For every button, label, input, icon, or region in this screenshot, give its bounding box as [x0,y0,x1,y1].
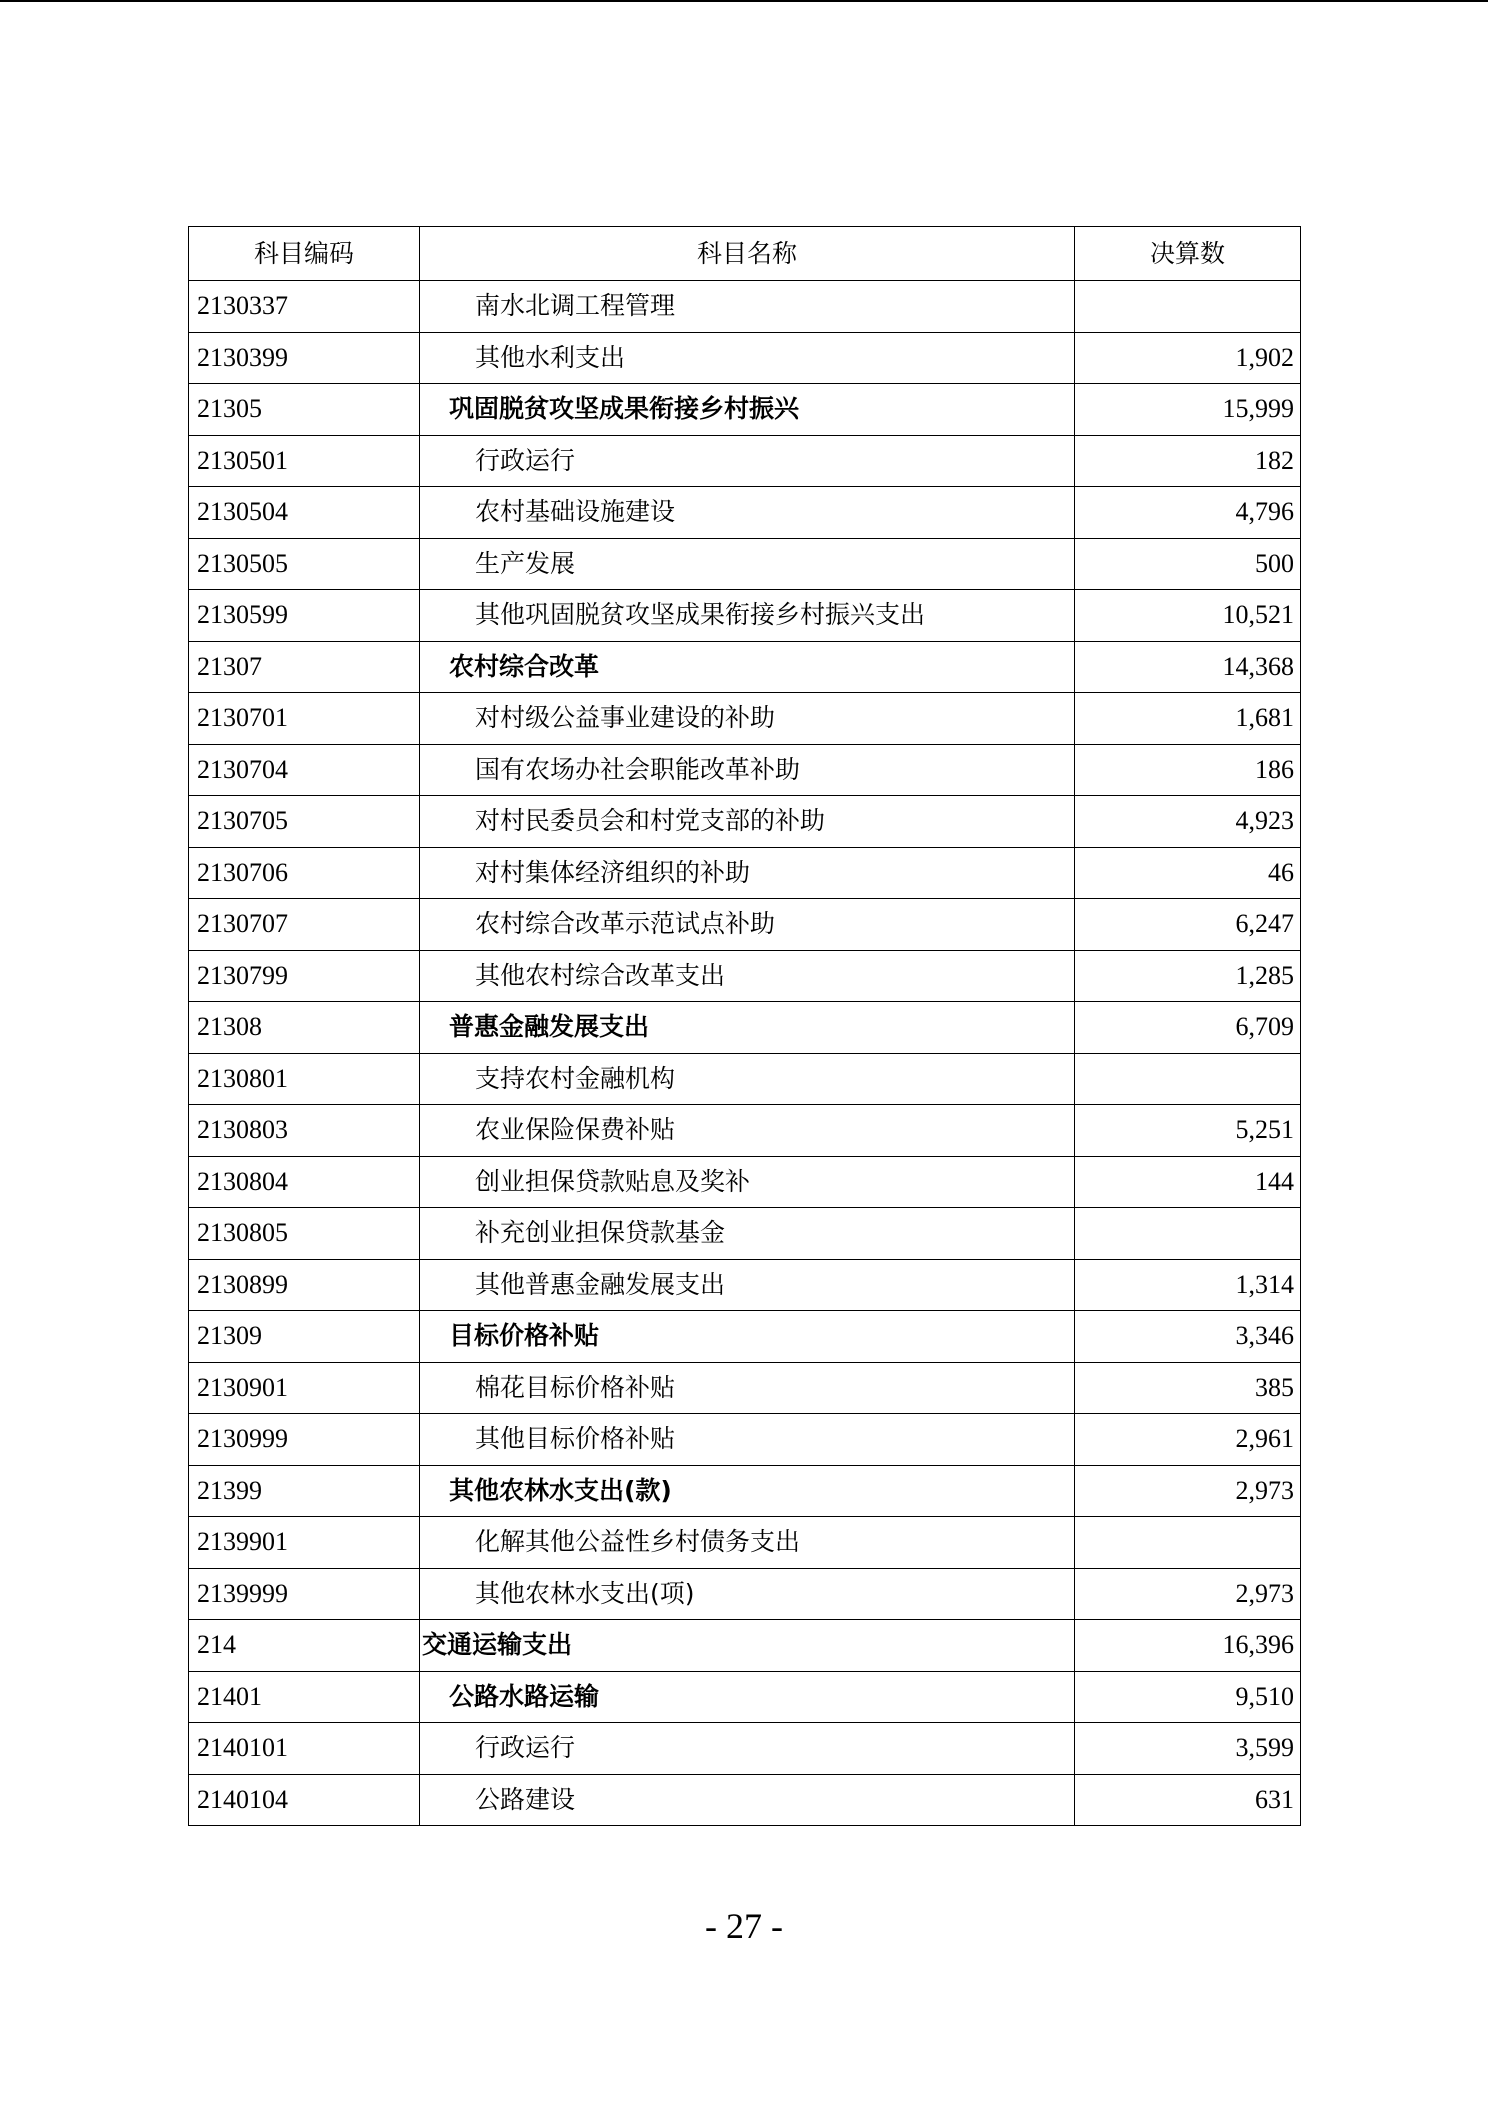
row-name: 对村集体经济组织的补助 [420,847,1075,899]
row-code: 2130337 [189,281,420,333]
table-row [189,744,1301,796]
table-row [189,435,1301,487]
row-amount: 14,368 [1075,641,1301,693]
table-row [189,1568,1301,1620]
row-amount: 6,709 [1075,1002,1301,1054]
row-name: 创业担保贷款贴息及奖补 [420,1156,1075,1208]
table-row [189,693,1301,745]
table-row [189,384,1301,436]
row-name: 棉花目标价格补贴 [420,1362,1075,1414]
table-row [189,1105,1301,1157]
row-code: 2130707 [189,899,420,951]
row-amount [1075,1517,1301,1569]
table-row [189,487,1301,539]
row-amount: 2,973 [1075,1568,1301,1620]
row-amount: 5,251 [1075,1105,1301,1157]
table-row [189,796,1301,848]
row-name: 其他农林水支出(项) [420,1568,1075,1620]
row-amount: 1,314 [1075,1259,1301,1311]
row-code: 214 [189,1620,420,1672]
row-amount: 3,346 [1075,1311,1301,1363]
table-row [189,1053,1301,1105]
row-name: 行政运行 [420,435,1075,487]
row-name: 农业保险保费补贴 [420,1105,1075,1157]
row-name: 化解其他公益性乡村债务支出 [420,1517,1075,1569]
row-name: 公路水路运输 [420,1671,1075,1723]
row-code: 21309 [189,1311,420,1363]
row-amount: 6,247 [1075,899,1301,951]
table-row [189,332,1301,384]
header-row [189,227,1301,281]
table-row [189,590,1301,642]
row-name: 对村级公益事业建设的补助 [420,693,1075,745]
row-name: 农村综合改革示范试点补助 [420,899,1075,951]
row-code: 2130999 [189,1414,420,1466]
row-code: 21305 [189,384,420,436]
header-code: 科目编码 [189,227,420,281]
table-row [189,1671,1301,1723]
table-row [189,847,1301,899]
row-name: 其他农林水支出(款) [420,1465,1075,1517]
row-name: 其他巩固脱贫攻坚成果衔接乡村振兴支出 [420,590,1075,642]
header-amount: 决算数 [1075,227,1301,281]
row-code: 2130799 [189,950,420,1002]
row-name: 其他目标价格补贴 [420,1414,1075,1466]
row-code: 2130805 [189,1208,420,1260]
table-row [189,1156,1301,1208]
row-name: 南水北调工程管理 [420,281,1075,333]
row-code: 2130706 [189,847,420,899]
row-amount: 500 [1075,538,1301,590]
row-name: 农村综合改革 [420,641,1075,693]
row-amount: 46 [1075,847,1301,899]
row-code: 2130399 [189,332,420,384]
row-amount: 385 [1075,1362,1301,1414]
row-amount: 16,396 [1075,1620,1301,1672]
page-top-border [0,0,1488,2]
row-code: 2130901 [189,1362,420,1414]
row-code: 2130501 [189,435,420,487]
table-row [189,950,1301,1002]
row-amount [1075,281,1301,333]
row-code: 2130899 [189,1259,420,1311]
row-amount: 144 [1075,1156,1301,1208]
row-amount: 186 [1075,744,1301,796]
row-code: 2130505 [189,538,420,590]
row-amount: 2,973 [1075,1465,1301,1517]
row-code: 2130705 [189,796,420,848]
table-row [189,1362,1301,1414]
row-code: 2130801 [189,1053,420,1105]
table-row [189,1414,1301,1466]
row-amount: 9,510 [1075,1671,1301,1723]
row-amount: 10,521 [1075,590,1301,642]
table-row [189,281,1301,333]
table-row [189,1259,1301,1311]
table-row [189,1208,1301,1260]
row-amount: 4,796 [1075,487,1301,539]
row-code: 2130704 [189,744,420,796]
row-code: 2140104 [189,1774,420,1826]
table-row [189,1311,1301,1363]
row-name: 农村基础设施建设 [420,487,1075,539]
table-row [189,899,1301,951]
header-name: 科目名称 [420,227,1075,281]
row-name: 交通运输支出 [420,1620,1075,1672]
row-code: 21308 [189,1002,420,1054]
row-amount: 3,599 [1075,1723,1301,1775]
row-name: 目标价格补贴 [420,1311,1075,1363]
row-name: 支持农村金融机构 [420,1053,1075,1105]
table-row [189,1517,1301,1569]
row-amount: 15,999 [1075,384,1301,436]
row-amount [1075,1208,1301,1260]
row-code: 2130504 [189,487,420,539]
row-name: 对村民委员会和村党支部的补助 [420,796,1075,848]
row-amount: 631 [1075,1774,1301,1826]
row-name: 其他水利支出 [420,332,1075,384]
row-code: 21401 [189,1671,420,1723]
row-name: 公路建设 [420,1774,1075,1826]
row-amount: 182 [1075,435,1301,487]
row-name: 其他普惠金融发展支出 [420,1259,1075,1311]
row-code: 2130599 [189,590,420,642]
row-code: 21307 [189,641,420,693]
row-name: 行政运行 [420,1723,1075,1775]
row-code: 2130804 [189,1156,420,1208]
row-amount: 1,681 [1075,693,1301,745]
row-name: 国有农场办社会职能改革补助 [420,744,1075,796]
budget-table [188,226,1301,1826]
table-row [189,1723,1301,1775]
table-header [189,227,1301,281]
table-body [189,281,1301,1826]
table-row [189,1774,1301,1826]
row-name: 巩固脱贫攻坚成果衔接乡村振兴 [420,384,1075,436]
row-code: 2139999 [189,1568,420,1620]
row-amount: 2,961 [1075,1414,1301,1466]
row-amount: 1,902 [1075,332,1301,384]
row-code: 2139901 [189,1517,420,1569]
table-row [189,1002,1301,1054]
row-code: 21399 [189,1465,420,1517]
row-name: 生产发展 [420,538,1075,590]
table-row [189,1465,1301,1517]
row-amount: 4,923 [1075,796,1301,848]
row-code: 2130803 [189,1105,420,1157]
table-row [189,538,1301,590]
page-number: - 27 - [705,1906,783,1946]
row-amount [1075,1053,1301,1105]
table-row [189,1620,1301,1672]
row-name: 其他农村综合改革支出 [420,950,1075,1002]
table-row [189,641,1301,693]
row-name: 普惠金融发展支出 [420,1002,1075,1054]
row-amount: 1,285 [1075,950,1301,1002]
row-code: 2130701 [189,693,420,745]
row-code: 2140101 [189,1723,420,1775]
row-name: 补充创业担保贷款基金 [420,1208,1075,1260]
